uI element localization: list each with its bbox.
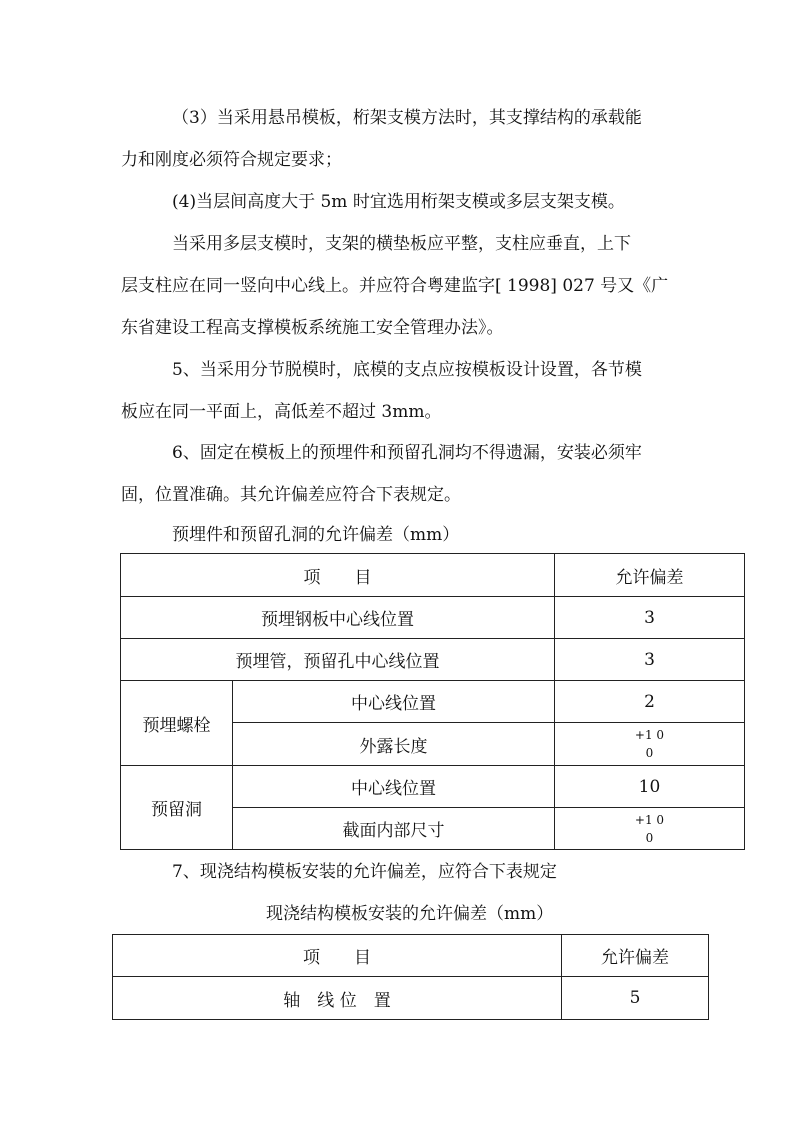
table2 (112, 934, 709, 1020)
table1-hole-group: 预留洞 (121, 766, 233, 850)
table1-hole-center-item: 中心线位置 (233, 766, 555, 808)
table1-hole-center-tolerance: 10 (555, 766, 745, 808)
paragraph-7: 7、现浇结构模板安装的允许偏差，应符合下表规定 (172, 862, 557, 882)
table2-axis-item: 轴 线 位 置 (113, 977, 562, 1020)
tolerance-lower: 0 (645, 746, 654, 760)
paragraph-line-1: （3）当采用悬吊模板，桁架支模方法时，其支撑结构的承载能 (172, 108, 642, 128)
table-row (121, 597, 745, 639)
tolerance-lower: 0 (645, 830, 654, 845)
table1-bolt-exposed-tolerance (555, 723, 745, 766)
table1 (120, 553, 745, 850)
table-row (121, 639, 745, 681)
table2-axis-tolerance: 5 (562, 977, 709, 1020)
tolerance-upper: +1 0 (634, 812, 665, 827)
table-row (121, 766, 745, 808)
table1-caption: 预埋件和预留孔洞的允许偏差（mm） (172, 525, 460, 545)
table1-steel-plate-item: 预埋钢板中心线位置 (121, 597, 555, 639)
paragraph-line-5: 层支柱应在同一竖向中心线上。并应符合粤建监字[ 1998] 027 号又《广 (121, 276, 669, 296)
paragraph-line-3: (4)当层间高度大于 5m 时宜选用桁架支模或多层支架支模。 (172, 192, 625, 212)
table1-header-item: 项 目 (121, 554, 555, 597)
table1-hole-section-tolerance (555, 808, 745, 850)
table1-header-tolerance: 允许偏差 (555, 554, 745, 597)
paragraph-line-10: 固，位置准确。其允许偏差应符合下表规定。 (121, 485, 461, 505)
paragraph-line-6: 东省建设工程高支撑模板系统施工安全管理办法》。 (121, 318, 504, 338)
table2-header-item: 项 目 (113, 935, 562, 977)
paragraph-line-2: 力和刚度必须符合规定要求； (121, 150, 342, 170)
paragraph-line-8: 板应在同一平面上，高低差不超过 3mm。 (121, 402, 442, 422)
table2-header-tolerance: 允许偏差 (562, 935, 709, 977)
table1-header-row (121, 554, 745, 597)
table1-bolt-center-item: 中心线位置 (233, 681, 555, 723)
table2-caption: 现浇结构模板安装的允许偏差（mm） (266, 904, 554, 924)
table1-pipe-tolerance: 3 (555, 639, 745, 681)
table-row (113, 977, 709, 1020)
paragraph-line-7: 5、当采用分节脱模时，底模的支点应按模板设计设置，各节模 (172, 360, 642, 380)
paragraph-line-9: 6、固定在模板上的预埋件和预留孔洞均不得遗漏，安装必须牢 (172, 443, 642, 463)
table1-pipe-item: 预埋管，预留孔中心线位置 (121, 639, 555, 681)
table1-steel-plate-tolerance: 3 (555, 597, 745, 639)
paragraph-line-4: 当采用多层支模时，支架的横垫板应平整，支柱应垂直，上下 (172, 234, 631, 254)
table2-header-row (113, 935, 709, 977)
table1-bolt-center-tolerance: 2 (555, 681, 745, 723)
table1-bolt-group: 预埋螺栓 (121, 681, 233, 766)
tolerance-upper: +1 0 (634, 728, 665, 742)
table-row (121, 681, 745, 723)
table1-hole-section-item: 截面内部尺寸 (233, 808, 555, 850)
table1-bolt-exposed-item: 外露长度 (233, 723, 555, 766)
